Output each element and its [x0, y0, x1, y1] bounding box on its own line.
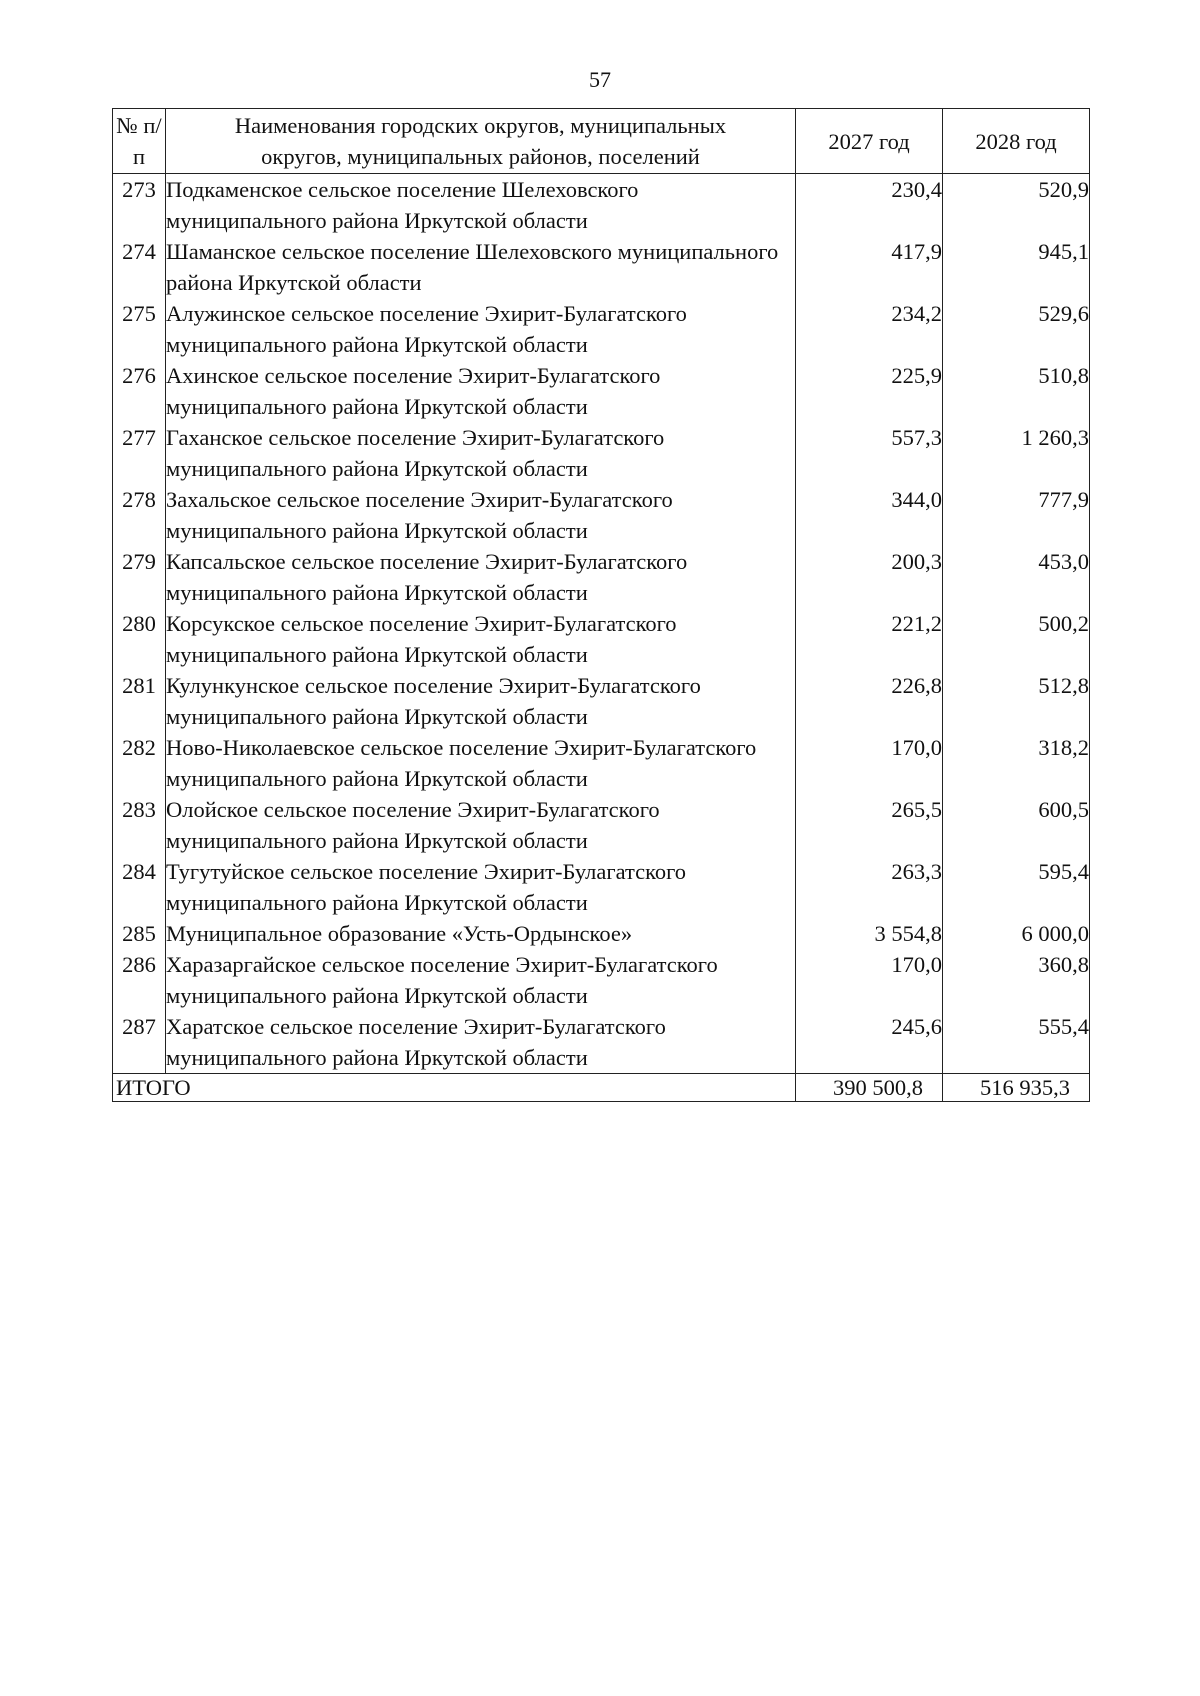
table-row — [113, 856, 1090, 918]
row-value-2027: 221,2 — [796, 608, 943, 670]
row-value-2027: 263,3 — [796, 856, 943, 918]
row-value-2028: 777,9 — [943, 484, 1090, 546]
row-value-2028: 360,8 — [943, 949, 1090, 1011]
table-body — [113, 174, 1090, 1074]
row-number: 285 — [113, 918, 166, 949]
row-value-2027: 230,4 — [796, 174, 943, 237]
table-row — [113, 484, 1090, 546]
total-2028: 516 935,3 — [943, 1074, 1090, 1102]
row-value-2028: 6 000,0 — [943, 918, 1090, 949]
row-value-2027: 170,0 — [796, 949, 943, 1011]
table-footer — [113, 1074, 1090, 1102]
table-row — [113, 732, 1090, 794]
row-value-2027: 170,0 — [796, 732, 943, 794]
row-value-2028: 453,0 — [943, 546, 1090, 608]
row-number: 284 — [113, 856, 166, 918]
row-name: Капсальское сельское поселение Эхирит-Булагатского муниципального района Иркутской области — [166, 546, 796, 608]
row-value-2027: 557,3 — [796, 422, 943, 484]
header-2028: 2028 год — [943, 109, 1090, 174]
row-value-2028: 529,6 — [943, 298, 1090, 360]
header-num: № п/п — [113, 109, 166, 174]
table-header — [113, 109, 1090, 174]
table-row — [113, 546, 1090, 608]
row-number: 275 — [113, 298, 166, 360]
table-row — [113, 918, 1090, 949]
page-number: 57 — [589, 67, 611, 92]
row-value-2027: 234,2 — [796, 298, 943, 360]
row-name: Харатское сельское поселение Эхирит-Булагатского муниципального района Иркутской области — [166, 1011, 796, 1074]
row-value-2027: 245,6 — [796, 1011, 943, 1074]
row-value-2028: 555,4 — [943, 1011, 1090, 1074]
header-row — [113, 109, 1090, 174]
table-row — [113, 1011, 1090, 1074]
total-label: ИТОГО — [113, 1074, 796, 1102]
row-name: Олойское сельское поселение Эхирит-Булагатского муниципального района Иркутской области — [166, 794, 796, 856]
row-value-2027: 225,9 — [796, 360, 943, 422]
row-name: Кулункунское сельское поселение Эхирит-Булагатского муниципального района Иркутской области — [166, 670, 796, 732]
row-name: Алужинское сельское поселение Эхирит-Булагатского муниципального района Иркутской области — [166, 298, 796, 360]
row-value-2028: 512,8 — [943, 670, 1090, 732]
row-value-2028: 600,5 — [943, 794, 1090, 856]
table-row — [113, 608, 1090, 670]
row-name: Муниципальное образование «Усть-Ордынское» — [166, 918, 796, 949]
row-number: 273 — [113, 174, 166, 237]
table-row — [113, 949, 1090, 1011]
row-value-2028: 510,8 — [943, 360, 1090, 422]
row-number: 274 — [113, 236, 166, 298]
row-name: Захальское сельское поселение Эхирит-Булагатского муниципального района Иркутской области — [166, 484, 796, 546]
row-value-2027: 200,3 — [796, 546, 943, 608]
table-row — [113, 794, 1090, 856]
row-value-2028: 945,1 — [943, 236, 1090, 298]
row-name: Корсукское сельское поселение Эхирит-Булагатского муниципального района Иркутской области — [166, 608, 796, 670]
header-name: Наименования городских округов, муниципальных округов, муниципальных районов, поселений — [166, 109, 796, 174]
row-number: 287 — [113, 1011, 166, 1074]
row-value-2027: 3 554,8 — [796, 918, 943, 949]
row-name: Шаманское сельское поселение Шелеховского муниципального района Иркутской области — [166, 236, 796, 298]
row-value-2028: 595,4 — [943, 856, 1090, 918]
table-row — [113, 670, 1090, 732]
row-value-2028: 500,2 — [943, 608, 1090, 670]
row-value-2027: 265,5 — [796, 794, 943, 856]
budget-table — [112, 108, 1090, 1102]
table-row — [113, 422, 1090, 484]
row-number: 282 — [113, 732, 166, 794]
row-name: Харазаргайское сельское поселение Эхирит-Булагатского муниципального района Иркутской области — [166, 949, 796, 1011]
row-name: Гаханское сельское поселение Эхирит-Булагатского муниципального района Иркутской области — [166, 422, 796, 484]
row-value-2027: 417,9 — [796, 236, 943, 298]
row-name: Тугутуйское сельское поселение Эхирит-Булагатского муниципального района Иркутской области — [166, 856, 796, 918]
row-name: Ново-Николаевское сельское поселение Эхирит-Булагатского муниципального района Иркутской области — [166, 732, 796, 794]
row-number: 283 — [113, 794, 166, 856]
row-number: 286 — [113, 949, 166, 1011]
table-row — [113, 174, 1090, 237]
row-value-2028: 318,2 — [943, 732, 1090, 794]
row-number: 276 — [113, 360, 166, 422]
total-2027: 390 500,8 — [796, 1074, 943, 1102]
row-value-2028: 1 260,3 — [943, 422, 1090, 484]
row-number: 281 — [113, 670, 166, 732]
table-row — [113, 298, 1090, 360]
table-row — [113, 236, 1090, 298]
row-number: 278 — [113, 484, 166, 546]
row-number: 280 — [113, 608, 166, 670]
row-name: Подкаменское сельское поселение Шелеховского муниципального района Иркутской области — [166, 174, 796, 237]
header-2027: 2027 год — [796, 109, 943, 174]
total-row — [113, 1074, 1090, 1102]
row-value-2027: 344,0 — [796, 484, 943, 546]
row-number: 279 — [113, 546, 166, 608]
row-value-2027: 226,8 — [796, 670, 943, 732]
row-value-2028: 520,9 — [943, 174, 1090, 237]
row-number: 277 — [113, 422, 166, 484]
row-name: Ахинское сельское поселение Эхирит-Булагатского муниципального района Иркутской области — [166, 360, 796, 422]
table-row — [113, 360, 1090, 422]
